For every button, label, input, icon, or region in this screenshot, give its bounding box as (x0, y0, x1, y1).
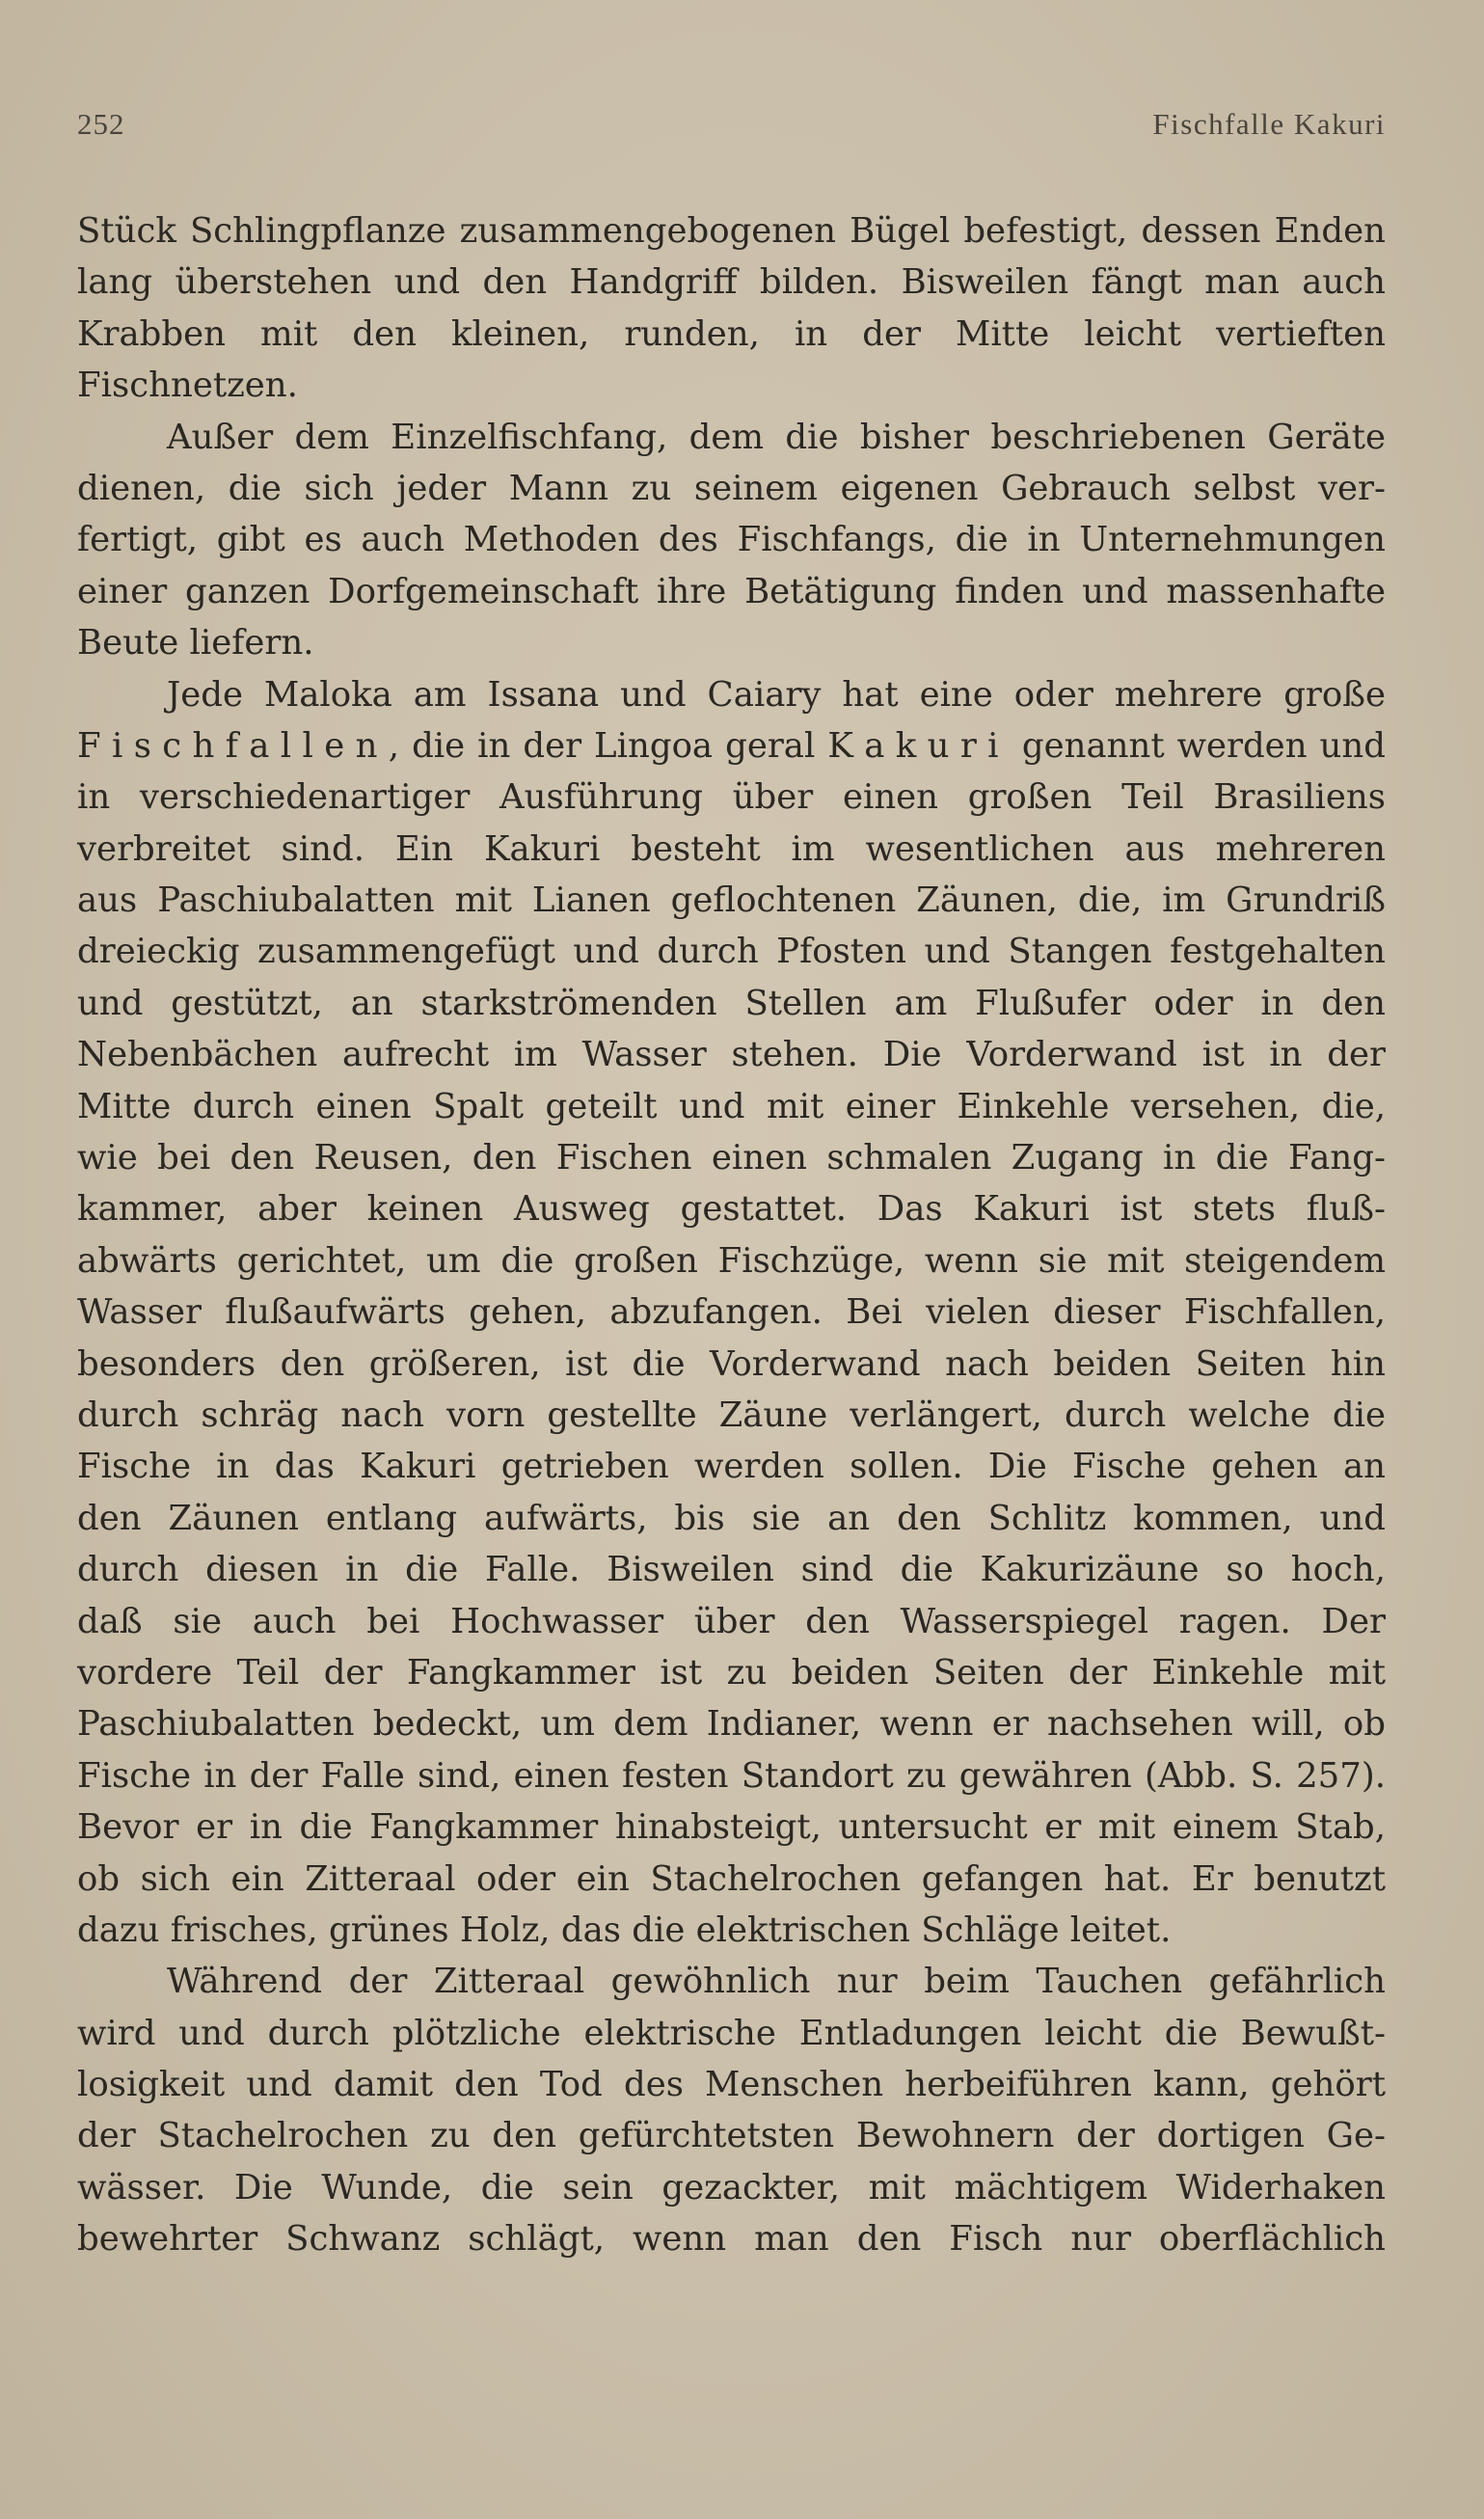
text-line: Stück Schlingpflanze zusammengebogenen Bügel befestigt, dessen Enden (77, 211, 1386, 251)
page-header (77, 107, 1386, 155)
text-line: Wasser flußaufwärts gehen, abzufangen. Bei vielen dieser Fischfallen, (77, 1292, 1386, 1333)
text-fragment: genannt werden und (1009, 725, 1386, 766)
text-line: ob sich ein Zitteraal oder ein Stachelrochen gefangen hat. Er benutzt (77, 1858, 1386, 1899)
spaced-term: Kakuri (827, 725, 1010, 766)
page-number: 252 (77, 107, 125, 141)
text-line: Nebenbächen aufrecht im Wasser stehen. Die Vorderwand ist in der (77, 1035, 1386, 1075)
text-line: besonders den größeren, ist die Vorderwand nach beiden Seiten hin (77, 1343, 1386, 1384)
text-line: Krabben mit den kleinen, runden, in der Mitte leicht vertieften (77, 313, 1386, 354)
text-line: den Zäunen entlang aufwärts, bis sie an den Schlitz kommen, und (77, 1498, 1386, 1538)
text-line: wie bei den Reusen, den Fischen einen schmalen Zugang in die Fang- (77, 1138, 1386, 1178)
text-line: dazu frisches, grünes Holz, das die elektrischen Schläge leitet. (77, 1910, 1172, 1950)
body-text (77, 205, 1386, 2265)
text-line: Bevor er in die Fangkammer hinabsteigt, untersucht er mit einem Stab, (77, 1807, 1386, 1848)
text-line: kammer, aber keinen Ausweg gestattet. Das Kakuri ist stets fluß- (77, 1189, 1386, 1230)
text-line: und gestützt, an starkströmenden Stellen am Flußufer oder in den (77, 983, 1386, 1023)
spaced-term: Fischfallen (77, 725, 389, 766)
text-line: Paschiubalatten bedeckt, um dem Indianer, wenn er nachsehen will, ob (77, 1704, 1386, 1745)
text-line: bewehrter Schwanz schlägt, wenn man den Fisch nur oberflächlich (77, 2219, 1386, 2260)
text-line: Fischnetzen. (77, 366, 298, 406)
text-line: in verschiedenartiger Ausführung über einen großen Teil Brasiliens (77, 777, 1386, 818)
text-line: dienen, die sich jeder Mann zu seinem eigenen Gebrauch selbst ver- (77, 468, 1386, 508)
text-line: Beute liefern. (77, 623, 314, 664)
text-line: vordere Teil der Fangkammer ist zu beiden Seiten der Einkehle mit (77, 1652, 1386, 1693)
text-line: durch diesen in die Falle. Bisweilen sind die Kakurizäune so hoch, (77, 1550, 1386, 1590)
text-line: durch schräg nach vorn gestellte Zäune verlängert, durch welche die (77, 1395, 1386, 1435)
text-line: Fische in das Kakuri getrieben werden sollen. Die Fische gehen an (77, 1447, 1386, 1487)
text-line: dreieckig zusammengefügt und durch Pfosten und Stangen festgehalten (77, 932, 1386, 972)
text-line-spaced-terms (77, 720, 1386, 772)
text-line: wässer. Die Wunde, die sein gezackter, mit mächtigem Widerhaken (77, 2167, 1386, 2208)
running-title: Fischfalle Kakuri (1152, 107, 1386, 141)
text-line: einer ganzen Dorfgemeinschaft ihre Betätigung finden und massenhafte (77, 571, 1386, 611)
text-line: aus Paschiubalatten mit Lianen geflochtenen Zäunen, die, im Grundriß (77, 880, 1386, 921)
paragraph-start-line: Jede Maloka am Issana und Caiary hat eine oder mehrere große (167, 674, 1386, 715)
text-line: wird und durch plötzliche elektrische Entladungen leicht die Bewußt- (77, 2013, 1386, 2053)
text-line: fertigt, gibt es auch Methoden des Fischfangs, die in Unternehmungen (77, 520, 1386, 560)
text-line: verbreitet sind. Ein Kakuri besteht im wesentlichen aus mehreren (77, 828, 1386, 869)
text-fragment: , die in der Lingoa geral (388, 725, 828, 766)
text-line: daß sie auch bei Hochwasser über den Wasserspiegel ragen. Der (77, 1601, 1386, 1641)
text-line: Mitte durch einen Spalt geteilt und mit einer Einkehle versehen, die, (77, 1086, 1386, 1126)
paragraph-start-line: Außer dem Einzelfischfang, dem die bisher beschriebenen Geräte (167, 417, 1386, 457)
text-line: losigkeit und damit den Tod des Menschen herbeiführen kann, gehört (77, 2065, 1386, 2105)
text-line: der Stachelrochen zu den gefürchtetsten Bewohnern der dortigen Ge- (77, 2116, 1386, 2156)
paragraph-start-line: Während der Zitteraal gewöhnlich nur beim Tauchen gefährlich (167, 1962, 1386, 2002)
text-line: Fische in der Falle sind, einen festen Standort zu gewähren (Abb. S. 257). (77, 1755, 1386, 1796)
text-line: abwärts gerichtet, um die großen Fischzüge, wenn sie mit steigendem (77, 1240, 1386, 1281)
text-line: lang überstehen und den Handgriff bilden. Bisweilen fängt man auch (77, 262, 1386, 303)
